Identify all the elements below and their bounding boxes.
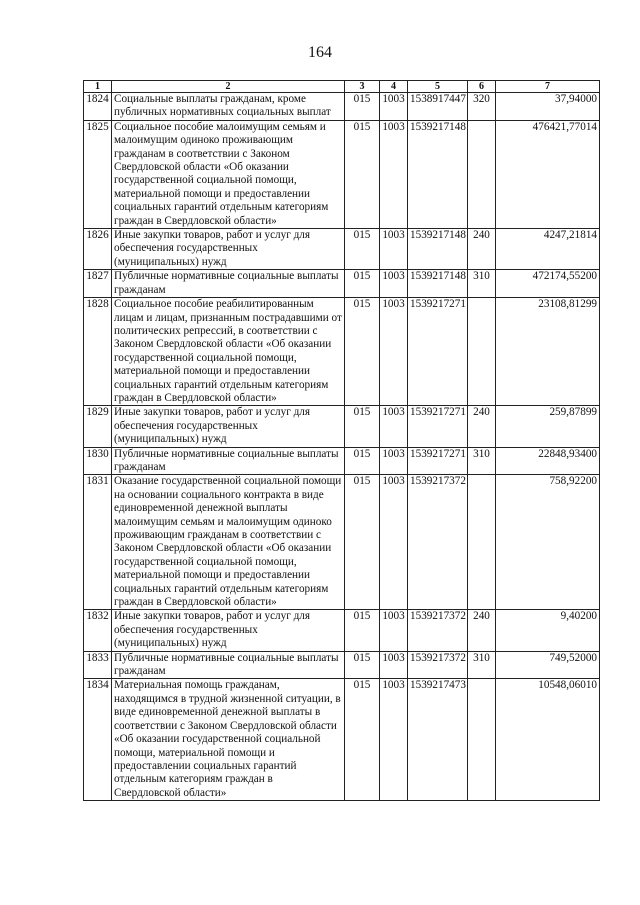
- row-number: 1827: [84, 270, 112, 298]
- code-ministry: 015: [345, 447, 380, 475]
- table-row: [84, 679, 600, 801]
- header-row: [84, 81, 600, 93]
- code-section: 1003: [380, 270, 408, 298]
- amount: 476421,77014: [496, 120, 600, 228]
- row-name: Социальное пособие малоимущим семьям и малоимущим одиноко проживающим гражданам в соответствии с Законом Свердловской области «Об оказании государственной социальной помощи, материальной помощи и предоставлении социальных гарантий отдельным категориям граждан в Свердловской области»: [112, 120, 345, 228]
- code-ministry: 015: [345, 93, 380, 121]
- code-section: 1003: [380, 229, 408, 270]
- code-ministry: 015: [345, 651, 380, 679]
- code-target: 1539217148: [408, 120, 468, 228]
- table-row: [84, 610, 600, 651]
- amount: 22848,93400: [496, 447, 600, 475]
- column-header: 1: [84, 81, 112, 93]
- code-expense: [468, 475, 496, 610]
- table-row: [84, 651, 600, 679]
- row-number: 1834: [84, 679, 112, 801]
- column-header: 6: [468, 81, 496, 93]
- table-row: [84, 298, 600, 406]
- row-number: 1831: [84, 475, 112, 610]
- code-section: 1003: [380, 475, 408, 610]
- row-number: 1830: [84, 447, 112, 475]
- code-section: 1003: [380, 120, 408, 228]
- row-name: Иные закупки товаров, работ и услуг для обеспечения государственных (муниципальных) нужд: [112, 406, 345, 447]
- amount: 259,87899: [496, 406, 600, 447]
- code-expense: 310: [468, 447, 496, 475]
- code-ministry: 015: [345, 298, 380, 406]
- row-number: 1826: [84, 229, 112, 270]
- code-expense: 310: [468, 270, 496, 298]
- code-target: 1539217372: [408, 610, 468, 651]
- amount: 4247,21814: [496, 229, 600, 270]
- page-number: 164: [308, 44, 332, 61]
- row-number: 1829: [84, 406, 112, 447]
- table-row: [84, 229, 600, 270]
- code-ministry: 015: [345, 679, 380, 801]
- amount: 9,40200: [496, 610, 600, 651]
- code-expense: 240: [468, 229, 496, 270]
- row-name: Материальная помощь гражданам, находящимся в трудной жизненной ситуации, в виде единовременной денежной выплаты в соответствии с Законом Свердловской области «Об оказании государственной социальной помощи, материальной помощи и предоставлении социальных гарантий отдельным категориям граждан в Свердловской области»: [112, 679, 345, 801]
- code-target: 1539217148: [408, 229, 468, 270]
- row-number: 1825: [84, 120, 112, 228]
- column-header: 3: [345, 81, 380, 93]
- code-section: 1003: [380, 651, 408, 679]
- row-name: Социальное пособие реабилитированным лицам и лицам, признанным пострадавшими от политических репрессий, в соответствии с Законом Свердловской области «Об оказании государственной социальной помощи, материальной помощи и предоставлении социальных гарантий отдельным категориям граждан в Свердловской области»: [112, 298, 345, 406]
- row-name: Иные закупки товаров, работ и услуг для обеспечения государственных (муниципальных) нужд: [112, 610, 345, 651]
- code-expense: 240: [468, 406, 496, 447]
- amount: 10548,06010: [496, 679, 600, 801]
- column-header: 5: [408, 81, 468, 93]
- table-row: [84, 93, 600, 121]
- row-name: Оказание государственной социальной помощи на основании социального контракта в виде единовременной денежной выплаты малоимущим семьям и малоимущим одиноко проживающим гражданам в соответствии с Законом Свердловской области «Об оказании государственной социальной помощи, материальной помощи и предоставлении социальных гарантий отдельным категориям граждан в Свердловской области»: [112, 475, 345, 610]
- code-section: 1003: [380, 679, 408, 801]
- amount: 749,52000: [496, 651, 600, 679]
- code-expense: 320: [468, 93, 496, 121]
- row-number: 1832: [84, 610, 112, 651]
- code-section: 1003: [380, 406, 408, 447]
- code-section: 1003: [380, 298, 408, 406]
- table-row: [84, 270, 600, 298]
- code-expense: [468, 120, 496, 228]
- row-name: Публичные нормативные социальные выплаты гражданам: [112, 447, 345, 475]
- amount: 37,94000: [496, 93, 600, 121]
- code-ministry: 015: [345, 229, 380, 270]
- code-target: 1539217148: [408, 270, 468, 298]
- code-section: 1003: [380, 93, 408, 121]
- column-header: 2: [112, 81, 345, 93]
- code-target: 1538917447: [408, 93, 468, 121]
- code-target: 1539217372: [408, 475, 468, 610]
- column-header: 7: [496, 81, 600, 93]
- column-header: 4: [380, 81, 408, 93]
- code-target: 1539217372: [408, 651, 468, 679]
- table-row: [84, 120, 600, 228]
- amount: 23108,81299: [496, 298, 600, 406]
- amount: 472174,55200: [496, 270, 600, 298]
- code-ministry: 015: [345, 270, 380, 298]
- code-ministry: 015: [345, 475, 380, 610]
- code-expense: 240: [468, 610, 496, 651]
- code-ministry: 015: [345, 120, 380, 228]
- code-expense: [468, 679, 496, 801]
- budget-table: [83, 80, 600, 801]
- code-ministry: 015: [345, 610, 380, 651]
- row-number: 1824: [84, 93, 112, 121]
- table-row: [84, 475, 600, 610]
- code-section: 1003: [380, 610, 408, 651]
- row-number: 1833: [84, 651, 112, 679]
- row-name: Иные закупки товаров, работ и услуг для обеспечения государственных (муниципальных) нужд: [112, 229, 345, 270]
- row-number: 1828: [84, 298, 112, 406]
- code-target: 1539217473: [408, 679, 468, 801]
- row-name: Социальные выплаты гражданам, кроме публичных нормативных социальных выплат: [112, 93, 345, 121]
- code-expense: [468, 298, 496, 406]
- code-target: 1539217271: [408, 447, 468, 475]
- table-row: [84, 406, 600, 447]
- code-expense: 310: [468, 651, 496, 679]
- code-ministry: 015: [345, 406, 380, 447]
- row-name: Публичные нормативные социальные выплаты гражданам: [112, 651, 345, 679]
- code-target: 1539217271: [408, 298, 468, 406]
- code-target: 1539217271: [408, 406, 468, 447]
- amount: 758,92200: [496, 475, 600, 610]
- code-section: 1003: [380, 447, 408, 475]
- table-row: [84, 447, 600, 475]
- row-name: Публичные нормативные социальные выплаты гражданам: [112, 270, 345, 298]
